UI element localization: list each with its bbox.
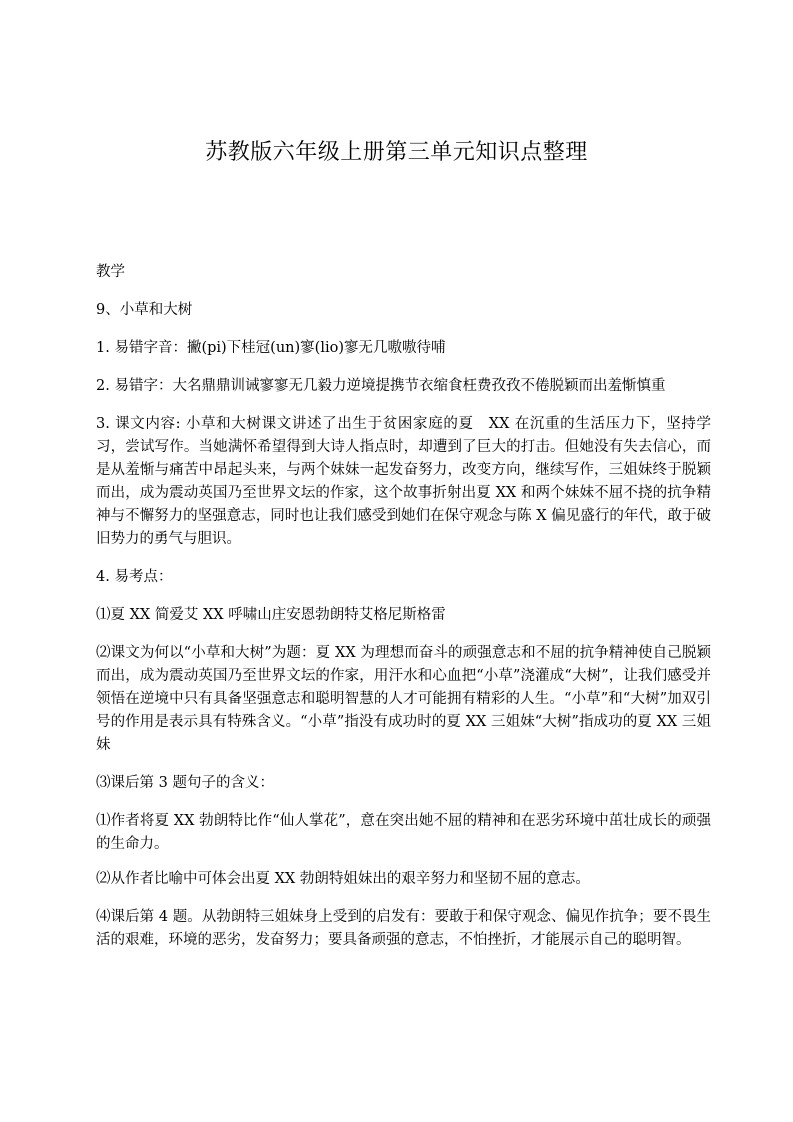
paragraph-pronunciation: 1. 易错字音：撇(pi)下桂冠(un)寥(lio)寥无几嗷嗷待哺 [96,340,446,356]
paragraph-teaching: 教学 [96,264,125,280]
paragraph-point-2: ⑵课文为何以“小草和大树”为题：夏 XX 为理想而奋斗的顽强意志和不屈的抗争精神使自己脱颖而出，成为震动英国乃至世界文坛的作家，用汗水和心血把“小草”浇灌成“大树”，让我们感受并领悟在逆境中只有具备坚强意志和聪明智慧的人才可能拥有精彩的人生。“小草”和“大树”加双引号的作用是表示具有特殊含义。“小草”指没有成功时的夏 XX 三姐妹“大树”指成功的夏 XX 三姐妹 [96,645,711,753]
paragraph-characters: 2. 易错字：大名鼎鼎训诫寥寥无几毅力逆境提携节衣缩食枉费孜孜不倦脱颖而出羞惭慎重 [96,378,666,394]
page-title: 苏教版六年级上册第三单元知识点整理 [205,140,588,165]
paragraph-sub-1: ⑴作者将夏 XX 勃朗特比作“仙人掌花”，意在突出她不屈的精神和在恶劣环境中茁壮成长的顽强的生命力。 [96,813,711,852]
document-body [96,261,711,967]
paragraph-point-4: ⑷课后第 4 题。从勃朗特三姐妹身上受到的启发有：要敢于和保守观念、偏见作抗争；要不畏生活的艰难，环境的恶劣，发奋努力；要具备顽强的意志，不怕挫折，才能展示自己的聪明智。 [96,909,711,948]
paragraph-point-1: ⑴夏 XX 简爱艾 XX 呼啸山庄安恩勃朗特艾格尼斯格雷 [96,607,446,623]
paragraph-sub-2: ⑵从作者比喻中可体会出夏 XX 勃朗特姐妹出的艰辛努力和坚韧不屈的意志。 [96,871,590,887]
paragraph-point-3: ⑶课后第 3 题句子的含义： [96,775,274,791]
paragraph-content: 3. 课文内容: 小草和大树课文讲述了出生于贫困家庭的夏 XX 在沉重的生活压力下，坚持学习，尝试写作。当她满怀希望得到大诗人指点时，却遭到了巨大的打击。但她没有失去信心，而是从羞惭与痛苦中昂起头来，与两个妹妹一起发奋努力，改变方向，继续写作，三姐妹终于脱颖而出，成为震动英国乃至世界文坛的作家，这个故事折射出夏 XX 和两个妹妹不屈不挠的抗争精神与不懈努力的坚强意志，同时也让我们感受到她们在保守观念与陈 X 偏见盛行的年代，敢于破旧势力的勇气与胆识。 [96,416,711,547]
paragraph-test-points: 4. 易考点： [96,569,173,585]
paragraph-lesson-heading: 9、小草和大树 [96,302,193,318]
